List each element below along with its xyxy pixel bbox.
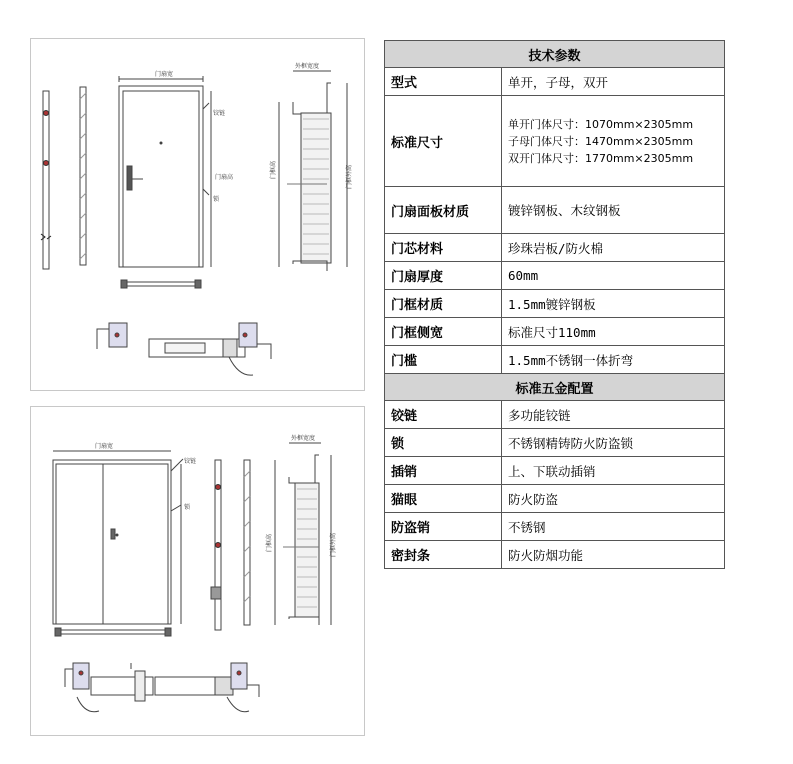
single-door-drawing-panel [30,38,365,391]
spec-value-sizes [502,96,725,187]
frame-section-top [293,83,331,114]
spec-row [385,318,725,346]
spec-key: 门芯材料 [385,234,502,262]
dim-door-height: 门扇高 [215,174,234,181]
spec-key: 插销 [385,457,502,485]
spec-key: 门扇厚度 [385,262,502,290]
double-door-frame-outline [53,460,171,624]
spec-value: 镀锌钢板、木纹钢板 [502,187,725,234]
dim-double-frame-outer-height: 门框外高 [330,532,337,557]
spec-value: 1.5mm不锈钢一体折弯 [502,346,725,374]
double-hatched-strip [244,460,250,625]
lock-handle [127,166,132,190]
double-door-drawing-panel [30,406,365,736]
spec-key: 型式 [385,68,502,96]
dim-door-width: 门扇宽 [155,71,174,78]
dim-frame-outer-height: 门框外高 [346,164,353,189]
spec-row [385,429,725,457]
dim-side-width: 外框宽度 [295,63,320,70]
spec-row [385,401,725,429]
double-door-handle [111,529,115,539]
spec-row [385,485,725,513]
spec-value: 标准尺寸110mm [502,318,725,346]
spec-key: 铰链 [385,401,502,429]
spec-value: 防火防盗 [502,485,725,513]
size-line: 双开门体尺寸：1770mm×2305mm [508,151,694,165]
spec-value: 上、下联动插销 [502,457,725,485]
dim-lock: 锁 [213,196,220,203]
door-section [301,113,331,263]
double-door-drawing [31,407,364,735]
spec-key: 标准尺寸 [385,96,502,187]
dim-double-hinge: 铰链 [184,458,197,465]
spec-row [385,513,725,541]
dim-double-door-width: 门扇宽 [95,443,114,450]
spec-key: 猫眼 [385,485,502,513]
dim-double-frame-height: 门框高 [266,533,273,552]
spec-value: 单开，子母，双开 [502,68,725,96]
spec-value: 60mm [502,262,725,290]
spec-value: 不锈钢 [502,513,725,541]
spec-key: 门扇面板材质 [385,187,502,234]
size-line: 单开门体尺寸：1070mm×2305mm [508,117,694,131]
spec-value: 防火防烟功能 [502,541,725,569]
sill-plan [121,282,201,286]
dim-frame-height: 门框高 [270,160,277,179]
spec-key: 门槛 [385,346,502,374]
spec-row [385,346,725,374]
spec-row [385,262,725,290]
spec-row [385,541,725,569]
spec-header-row [385,374,725,401]
dim-hinge: 铰链 [213,110,226,117]
double-frame-section-top [289,455,319,483]
size-line: 子母门体尺寸：1470mm×2305mm [508,134,694,148]
dim-double-lock: 锁 [184,504,191,511]
spec-row [385,68,725,96]
spec-row [385,96,725,187]
spec-row [385,290,725,318]
spec-table [384,40,725,569]
spec-key: 防盗销 [385,513,502,541]
tech-params-header: 技术参数 [385,41,725,68]
spec-value: 多功能铰链 [502,401,725,429]
spec-value: 1.5mm镀锌钢板 [502,290,725,318]
spec-value: 不锈钢精铸防火防盗锁 [502,429,725,457]
spec-row [385,234,725,262]
single-door-drawing [31,39,364,390]
spec-key: 密封条 [385,541,502,569]
side-profile-strip [43,91,49,269]
spec-value: 珍珠岩板/防火棉 [502,234,725,262]
double-sill-plan [55,630,171,634]
spec-key: 门框材质 [385,290,502,318]
spec-row [385,457,725,485]
spec-key: 锁 [385,429,502,457]
hardware-header: 标准五金配置 [385,374,725,401]
dim-double-side-width: 外框宽度 [291,435,316,442]
spec-key: 门框侧宽 [385,318,502,346]
spec-header-row [385,41,725,68]
spec-row [385,187,725,234]
double-plan-leaf-right [155,677,215,695]
